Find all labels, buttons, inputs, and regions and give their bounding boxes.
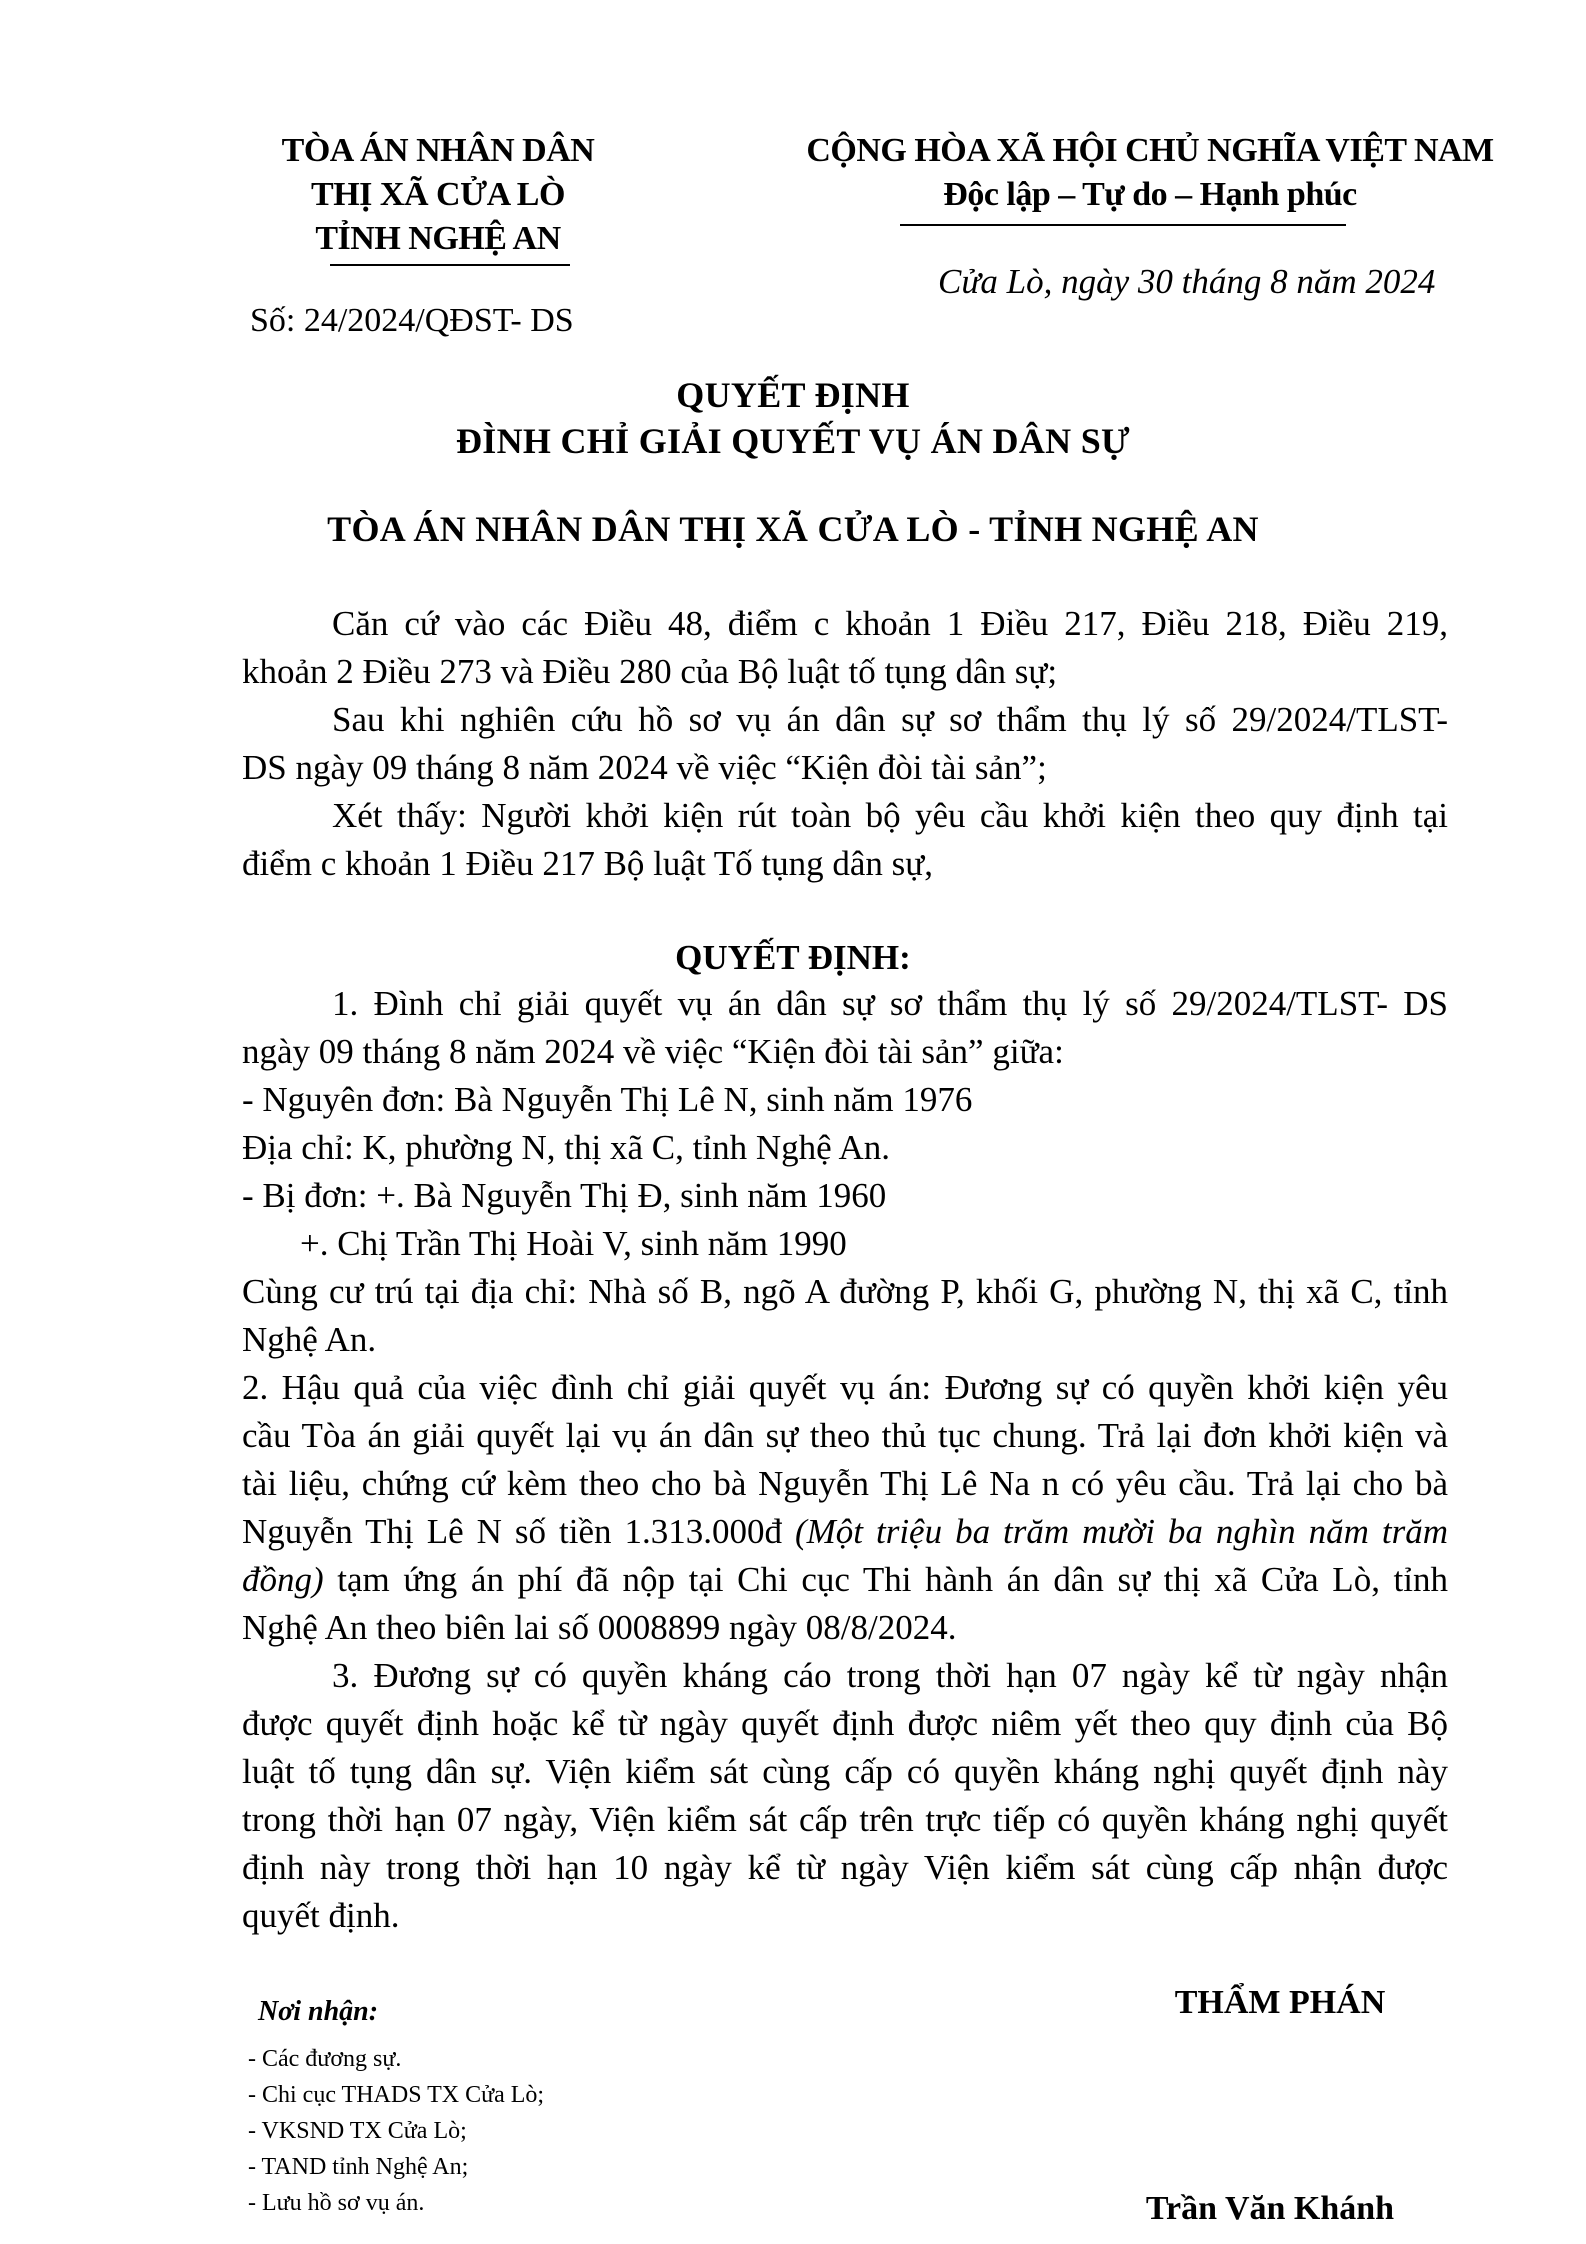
decision-line: ngày 09 tháng 8 năm 2024 về việc “Kiện đòi tài sản” giữa:: [242, 1032, 1064, 1071]
document-subtitle: ĐÌNH CHỈ GIẢI QUYẾT VỤ ÁN DÂN SỰ: [455, 421, 1131, 461]
decision-heading: QUYẾT ĐỊNH:: [675, 938, 911, 977]
refund-amount-words-end: đồng): [242, 1560, 324, 1599]
appeal-line: luật tố tụng dân sự. Viện kiểm sát cùng cấp có quyền kháng nghị quyết định này: [242, 1752, 1448, 1791]
refund-amount-line: [242, 1512, 1448, 1552]
place-date: Cửa Lò, ngày 30 tháng 8 năm 2024: [938, 262, 1436, 301]
preamble-line: khoản 2 Điều 273 và Điều 280 của Bộ luật tố tụng dân sự;: [242, 652, 1058, 691]
document-title: QUYẾT ĐỊNH: [676, 375, 910, 415]
issuing-court: TÒA ÁN NHÂN DÂN THỊ XÃ CỬA LÒ - TỈNH NGHỆ AN: [327, 509, 1259, 549]
preamble-line: Sau khi nghiên cứu hồ sơ vụ án dân sự sơ thẩm thụ lý số 29/2024/TLST-: [332, 700, 1448, 739]
appeal-line: trong thời hạn 07 ngày, Viện kiểm sát cấp trên trực tiếp có quyền kháng nghị quyết: [242, 1800, 1448, 1839]
appeal-line: được quyết định hoặc kể từ ngày quyết định được niêm yết theo quy định của Bộ: [242, 1704, 1448, 1743]
preamble-line: Xét thấy: Người khởi kiện rút toàn bộ yêu cầu khởi kiện theo quy định tại: [332, 796, 1448, 835]
recipient-item: - Lưu hồ sơ vụ án.: [248, 2190, 425, 2216]
signer-title: THẨM PHÁN: [1174, 1984, 1386, 2021]
signer-name: Trần Văn Khánh: [1145, 2190, 1395, 2227]
decision-line: tài liệu, chứng cứ kèm theo cho bà Nguyễn Thị Lê Na n có yêu cầu. Trả lại cho bà: [242, 1464, 1448, 1503]
decision-number: Số: 24/2024/QĐST- DS: [250, 302, 574, 339]
appeal-line: định này trong thời hạn 10 ngày kể từ ngày Viện kiểm sát cùng cấp nhận được: [242, 1848, 1448, 1887]
court-underline: [330, 264, 570, 266]
decision-line: cầu Tòa án giải quyết lại vụ án dân sự theo thủ tục chung. Trả lại đơn khởi kiện và: [242, 1416, 1448, 1455]
court-name-line-3: TỈNH NGHỆ AN: [315, 220, 561, 257]
defendant-address: Cùng cư trú tại địa chỉ: Nhà số B, ngõ A đường P, khối G, phường N, thị xã C, tỉnh: [242, 1272, 1448, 1311]
plaintiff-address: Địa chỉ: K, phường N, thị xã C, tỉnh Nghệ An.: [242, 1128, 890, 1167]
recipient-item: - VKSND TX Cửa Lò;: [248, 2118, 467, 2144]
recipient-item: - Chi cục THADS TX Cửa Lò;: [248, 2082, 545, 2108]
defendant-address-cont: Nghệ An.: [242, 1320, 377, 1359]
refund-detail-line: [242, 1560, 1448, 1600]
appeal-line: 3. Đương sự có quyền kháng cáo trong thời hạn 07 ngày kể từ ngày nhận: [332, 1656, 1448, 1695]
defendant-line-2: +. Chị Trần Thị Hoài V, sinh năm 1990: [300, 1224, 847, 1263]
recipient-item: - TAND tỉnh Nghệ An;: [248, 2154, 469, 2180]
court-name-line-1: TÒA ÁN NHÂN DÂN: [281, 132, 595, 169]
refund-amount: Nguyễn Thị Lê N số tiền 1.313.000đ: [242, 1512, 795, 1551]
court-name-line-2: THỊ XÃ CỬA LÒ: [311, 176, 565, 213]
refund-detail: tạm ứng án phí đã nộp tại Chi cục Thi hành án dân sự thị xã Cửa Lò, tỉnh: [323, 1560, 1448, 1599]
preamble-line: DS ngày 09 tháng 8 năm 2024 về việc “Kiện đòi tài sản”;: [242, 748, 1047, 787]
decision-line: 2. Hậu quả của việc đình chỉ giải quyết vụ án: Đương sự có quyền khởi kiện yêu: [242, 1368, 1448, 1407]
preamble-line: điểm c khoản 1 Điều 217 Bộ luật Tố tụng dân sự,: [242, 844, 934, 883]
motto-underline: [900, 224, 1346, 226]
refund-amount-words: (Một triệu ba trăm mười ba nghìn năm trăm: [794, 1512, 1448, 1551]
defendant-line-1: - Bị đơn: +. Bà Nguyễn Thị Đ, sinh năm 1960: [242, 1176, 887, 1215]
appeal-line: quyết định.: [242, 1896, 400, 1935]
plaintiff-line: - Nguyên đơn: Bà Nguyễn Thị Lê N, sinh năm 1976: [242, 1080, 973, 1119]
republic-name: CỘNG HÒA XÃ HỘI CHỦ NGHĨA VIỆT NAM: [806, 132, 1494, 169]
preamble-line: Căn cứ vào các Điều 48, điểm c khoản 1 Điều 217, Điều 218, Điều 219,: [332, 604, 1448, 643]
recipient-item: - Các đương sự.: [248, 2046, 402, 2072]
decision-line: 1. Đình chỉ giải quyết vụ án dân sự sơ thẩm thụ lý số 29/2024/TLST- DS: [332, 984, 1448, 1023]
recipients-heading: Nơi nhận:: [258, 1996, 379, 2027]
receipt-line: Nghệ An theo biên lai số 0008899 ngày 08/8/2024.: [242, 1608, 957, 1647]
national-motto: Độc lập – Tự do – Hạnh phúc: [943, 176, 1357, 213]
